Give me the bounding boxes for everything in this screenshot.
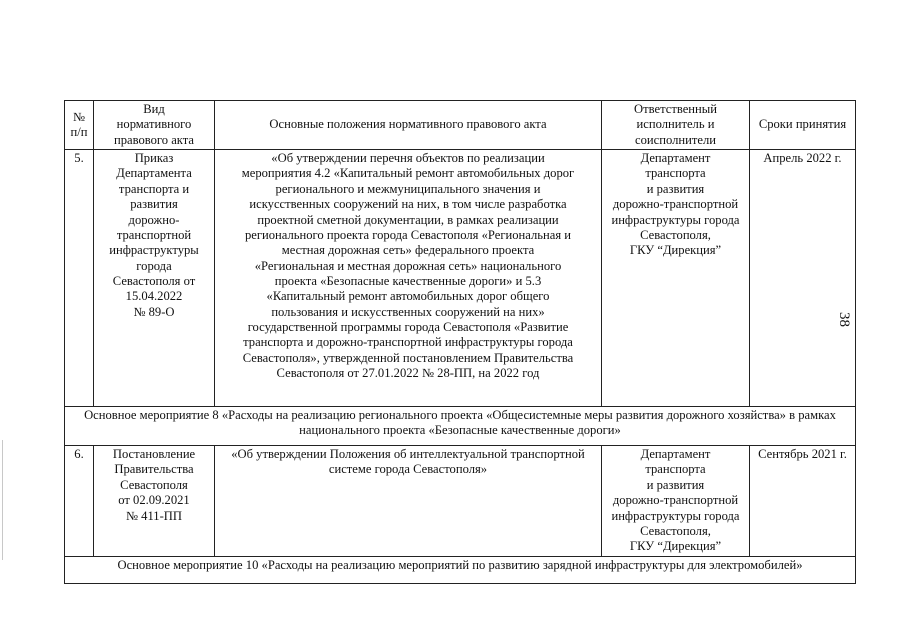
- legal-acts-table: [64, 100, 856, 584]
- table-row: [65, 446, 856, 557]
- section-heading-8: Основное мероприятие 8 «Расходы на реализацию регионального проекта «Общесистемные меры развития дорожного хозяйства» в рамках национального проекта «Безопасные качественные дороги»: [65, 407, 856, 446]
- section-heading-10: Основное мероприятие 10 «Расходы на реализацию мероприятий по развитию зарядной инфраструктуры для электромобилей»: [65, 556, 856, 583]
- table-header-row: [65, 101, 856, 150]
- row-number: 5.: [65, 150, 94, 407]
- header-number: № п/п: [65, 101, 94, 150]
- row-dates: Апрель 2022 г.: [750, 150, 856, 407]
- row-responsible: Департамент транспорта и развития дорожно-транспортной инфраструктуры города Севастополя, ГКУ “Дирекция”: [602, 446, 750, 557]
- row-dates: Сентябрь 2021 г.: [750, 446, 856, 557]
- table-row: [65, 150, 856, 407]
- row-number: 6.: [65, 446, 94, 557]
- row-act-type: Приказ Департамента транспорта и развития дорожно- транспортной инфраструктуры города Севастополя от 15.04.2022 № 89-О: [94, 150, 215, 407]
- header-responsible: Ответственный исполнитель и соисполнители: [602, 101, 750, 150]
- page-number: 38: [836, 312, 852, 327]
- section-row: [65, 407, 856, 446]
- header-dates: Сроки принятия: [750, 101, 856, 150]
- row-responsible: Департамент транспорта и развития дорожно-транспортной инфраструктуры города Севастополя, ГКУ “Дирекция”: [602, 150, 750, 407]
- header-act-type: Вид нормативного правового акта: [94, 101, 215, 150]
- header-provisions: Основные положения нормативного правового акта: [215, 101, 602, 150]
- row-act-type: Постановление Правительства Севастополя от 02.09.2021 № 411-ПП: [94, 446, 215, 557]
- section-row: [65, 556, 856, 583]
- row-provisions: «Об утверждении Положения об интеллектуальной транспортной системе города Севастополя»: [215, 446, 602, 557]
- row-provisions: «Об утверждении перечня объектов по реализации мероприятия 4.2 «Капитальный ремонт автомобильных дорог регионального и межмуниципального значения и искусственных сооружений на них, в том числе разработка проектной сметной документации, в рамках реализации регионального проекта города Севастополя «Региональная и местная дорожная сеть» федерального проекта «Региональная и местная дорожная сеть» национального проекта «Безопасные качественные дороги» и 5.3 «Капитальный ремонт автомобильных дорог общего пользования и искусственных сооружений на них» государственной программы города Севастополя «Развитие транспорта и дорожно-транспортной инфраструктуры города Севастополя», утвержденной постановлением Правительства Севастополя от 27.01.2022 № 28-ПП, на 2022 год: [215, 150, 602, 407]
- page-edge-line: [2, 440, 3, 560]
